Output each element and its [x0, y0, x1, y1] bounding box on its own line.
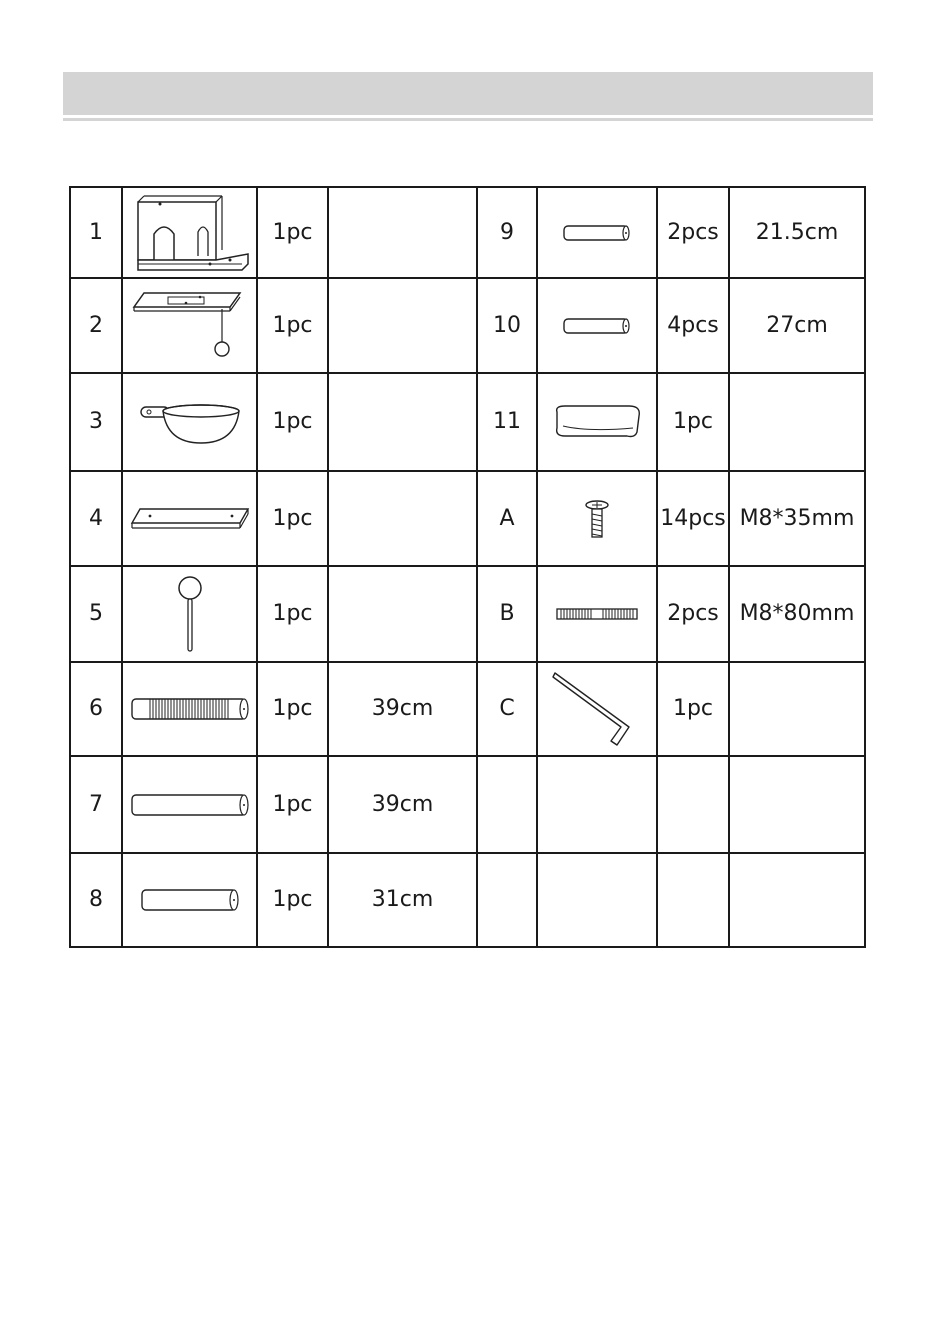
part-qty — [657, 756, 729, 853]
table-row — [70, 373, 865, 471]
part-id: 6 — [70, 662, 122, 756]
part-qty — [657, 853, 729, 947]
part-size — [328, 566, 477, 662]
table-row — [70, 756, 865, 853]
part-id: A — [477, 471, 537, 566]
part-qty: 1pc — [257, 187, 328, 278]
tube-short-icon — [537, 278, 657, 373]
table-row — [70, 566, 865, 662]
part-size — [729, 373, 865, 471]
table-row — [70, 662, 865, 756]
tube-short-icon — [537, 187, 657, 278]
basket-bowl-icon — [122, 373, 257, 471]
table-row — [70, 187, 865, 278]
sisal-post-icon — [122, 662, 257, 756]
part-size — [729, 662, 865, 756]
part-qty: 1pc — [257, 471, 328, 566]
part-id: 10 — [477, 278, 537, 373]
board-plank-icon — [122, 471, 257, 566]
part-size — [328, 187, 477, 278]
part-size — [328, 471, 477, 566]
part-id: 11 — [477, 373, 537, 471]
header-rule — [63, 118, 873, 121]
part-size — [328, 278, 477, 373]
cushion-perch-icon — [537, 373, 657, 471]
part-qty: 4pcs — [657, 278, 729, 373]
platform-with-hanging-ball-icon — [122, 278, 257, 373]
part-qty: 1pc — [257, 756, 328, 853]
part-size — [729, 756, 865, 853]
part-size: 39cm — [328, 756, 477, 853]
part-size: 21.5cm — [729, 187, 865, 278]
part-qty: 2pcs — [657, 566, 729, 662]
part-qty: 1pc — [657, 373, 729, 471]
part-id: 1 — [70, 187, 122, 278]
allen-key-icon — [537, 662, 657, 756]
part-id: B — [477, 566, 537, 662]
tube-long-icon — [122, 756, 257, 853]
part-size: 31cm — [328, 853, 477, 947]
part-qty: 14pcs — [657, 471, 729, 566]
table-row — [70, 471, 865, 566]
part-id — [477, 853, 537, 947]
ball-toy-stick-icon — [122, 566, 257, 662]
cat-house-platform-icon — [122, 187, 257, 278]
part-id — [477, 756, 537, 853]
table-row — [70, 278, 865, 373]
part-qty: 1pc — [657, 662, 729, 756]
empty-cell — [537, 853, 657, 947]
header-bar — [63, 72, 873, 115]
parts-table — [69, 186, 866, 948]
part-size — [328, 373, 477, 471]
table-row — [70, 853, 865, 947]
part-id: 8 — [70, 853, 122, 947]
part-qty: 1pc — [257, 853, 328, 947]
part-qty: 1pc — [257, 373, 328, 471]
empty-cell — [537, 756, 657, 853]
part-qty: 2pcs — [657, 187, 729, 278]
part-size: M8*80mm — [729, 566, 865, 662]
part-size: M8*35mm — [729, 471, 865, 566]
part-id: 9 — [477, 187, 537, 278]
part-qty: 1pc — [257, 566, 328, 662]
part-size: 39cm — [328, 662, 477, 756]
screw-bolt-icon — [537, 471, 657, 566]
part-id: C — [477, 662, 537, 756]
part-size — [729, 853, 865, 947]
part-id: 7 — [70, 756, 122, 853]
part-size: 27cm — [729, 278, 865, 373]
part-id: 4 — [70, 471, 122, 566]
tube-medium-icon — [122, 853, 257, 947]
part-qty: 1pc — [257, 278, 328, 373]
part-id: 2 — [70, 278, 122, 373]
part-qty: 1pc — [257, 662, 328, 756]
threaded-rod-icon — [537, 566, 657, 662]
part-id: 3 — [70, 373, 122, 471]
part-id: 5 — [70, 566, 122, 662]
